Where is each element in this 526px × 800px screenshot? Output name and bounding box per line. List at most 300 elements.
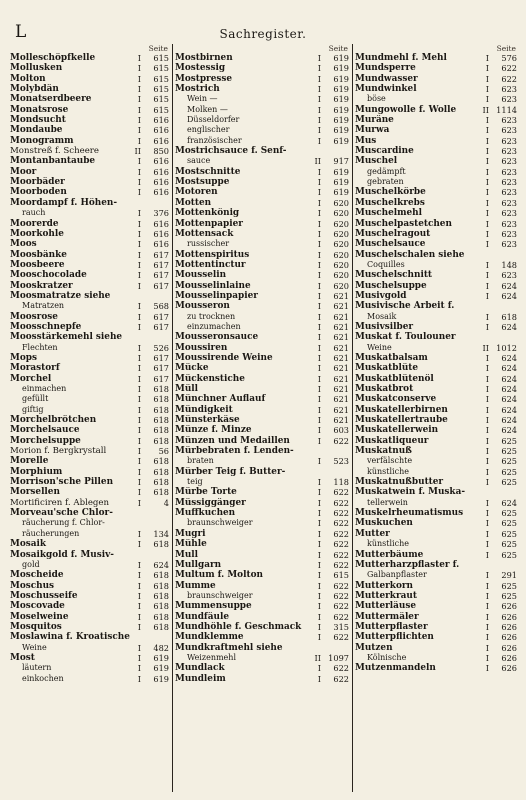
entry-page-number: 626 [501, 601, 517, 612]
index-entry [173, 550, 352, 560]
entry-volume: I [485, 73, 489, 84]
entry-term: Musivgold [355, 290, 407, 301]
entry-page-number: 526 [153, 342, 169, 353]
entry-page-number: 623 [501, 135, 517, 146]
entry-volume: I [485, 601, 489, 612]
entry-term: Moussirende Weine [175, 352, 273, 363]
entry-page-number: 619 [153, 673, 169, 684]
entry-page-number: 623 [501, 208, 517, 219]
entry-term: Mürbe Torte [175, 487, 237, 498]
entry-term: Montanbantaube [10, 156, 96, 167]
entry-volume: I [137, 446, 141, 457]
entry-volume: I [485, 456, 489, 467]
index-entry [173, 187, 352, 197]
entry-term: Mungowolle f. Wolle [355, 104, 457, 115]
entry-page-number: 624 [501, 425, 517, 436]
entry-volume: I [137, 352, 141, 363]
entry-volume: I [485, 518, 489, 529]
entry-page-number: 618 [153, 384, 169, 394]
entry-page-number: 623 [501, 239, 517, 250]
page-title: Sachregister. [219, 27, 307, 41]
entry-term: Muschelkrebs [355, 197, 425, 208]
entry-page-number: 621 [333, 415, 349, 426]
entry-term: braunschweiger [187, 518, 253, 528]
entry-page-number: 622 [333, 601, 349, 612]
entry-page-number: 618 [153, 435, 169, 446]
index-entry [8, 570, 172, 580]
entry-term: Muskatwein f. Muska- [355, 487, 466, 498]
entry-volume: I [137, 642, 141, 653]
entry-page-number: 620 [333, 270, 349, 281]
index-entry [173, 208, 352, 218]
entry-page-number: 622 [333, 590, 349, 601]
entry-page-number: 568 [153, 301, 169, 312]
entry-volume: I [137, 84, 141, 95]
index-entry [8, 343, 172, 353]
entry-page-number: 616 [153, 218, 169, 229]
index-entry [353, 487, 520, 497]
entry-page-number: 625 [501, 466, 517, 477]
entry-page-number: 620 [333, 280, 349, 291]
entry-page-number: 621 [333, 384, 349, 394]
index-entry [173, 312, 352, 322]
entry-page-number: 619 [333, 115, 349, 126]
entry-volume: I [485, 415, 489, 426]
entry-page-number: 621 [333, 352, 349, 363]
entry-term: Muskuchen [355, 518, 413, 529]
entry-term: Most [10, 652, 35, 663]
entry-page-number: 626 [501, 611, 517, 622]
entry-page-number: 618 [153, 601, 169, 612]
entry-page-number: 621 [333, 404, 349, 415]
entry-volume: I [137, 394, 141, 405]
index-entry [353, 653, 520, 663]
entry-term: Muräne [355, 115, 394, 126]
entry-page-number: 625 [501, 446, 517, 457]
index-entry [8, 529, 172, 539]
index-entry [173, 343, 352, 353]
entry-term: Musivsilber [355, 321, 414, 332]
entry-term: Mücke [175, 363, 209, 374]
entry-volume: I [317, 342, 321, 353]
entry-term: Muschelkörbe [355, 187, 426, 198]
entry-volume: I [137, 373, 141, 384]
entry-page-number: 620 [333, 197, 349, 208]
index-entry [8, 436, 172, 446]
entry-term: Multum f. Molton [175, 570, 263, 581]
index-entry [353, 125, 520, 135]
entry-volume: I [317, 63, 321, 74]
index-entry [353, 167, 520, 177]
entry-page-number: 622 [333, 580, 349, 591]
entry-page-number: 618 [153, 621, 169, 632]
index-entry [8, 146, 172, 156]
entry-term: zu trocknen [187, 311, 236, 321]
index-column-2 [173, 44, 353, 792]
index-entry [353, 250, 520, 260]
entry-term: Mundwasser [355, 73, 418, 84]
entry-volume: I [137, 570, 141, 581]
entry-page-number: 624 [501, 290, 517, 301]
index-entry [173, 622, 352, 632]
index-entry [173, 332, 352, 342]
entry-term: Weizenmehl [187, 652, 236, 662]
entry-volume: I [485, 135, 489, 146]
entry-term: Düsseldorfer [187, 115, 240, 125]
entry-page-number: 617 [153, 373, 169, 384]
section-letter: L [15, 22, 27, 42]
seite-label: Seite [496, 44, 516, 53]
entry-page-number: 620 [333, 249, 349, 260]
entry-term: braten [187, 456, 214, 466]
index-entry [173, 415, 352, 425]
entry-page-number: 615 [153, 63, 169, 74]
entry-volume: I [485, 218, 489, 229]
entry-term: Mottentinctur [175, 259, 246, 270]
entry-page-number: 134 [153, 528, 169, 539]
index-entry [173, 570, 352, 580]
index-entry [173, 281, 352, 291]
entry-term: Mops [10, 352, 37, 363]
entry-volume: I [137, 621, 141, 632]
entry-volume: I [137, 477, 141, 488]
entry-term: Muskatbrot [355, 384, 414, 394]
entry-page-number: 621 [333, 363, 349, 374]
index-entry [8, 446, 172, 456]
entry-page-number: 622 [333, 508, 349, 519]
entry-page-number: 621 [333, 373, 349, 384]
entry-term: Mosaik [10, 539, 47, 550]
entry-term: Mundwinkel [355, 84, 417, 95]
index-entry [173, 581, 352, 591]
entry-term: Mostsuppe [175, 177, 230, 188]
entry-term: Mosaikgold f. Musiv- [10, 549, 114, 560]
index-entry [173, 363, 352, 373]
entry-term: Mooschocolade [10, 270, 87, 281]
entry-page-number: 619 [333, 125, 349, 136]
entry-volume: I [137, 487, 141, 498]
index-entry [8, 353, 172, 363]
entry-term: Mundklemme [175, 632, 244, 643]
entry-volume: I [137, 321, 141, 332]
index-entry [8, 229, 172, 239]
entry-page-number: 624 [501, 321, 517, 332]
entry-term: Muskatbalsam [355, 352, 428, 363]
index-entry [173, 115, 352, 125]
entry-volume: I [317, 301, 321, 312]
entry-page-number: 618 [153, 394, 169, 405]
entry-term: künstliche [367, 466, 409, 476]
entry-volume: I [137, 125, 141, 136]
index-entry [173, 467, 352, 477]
index-entry [8, 487, 172, 497]
entry-page-number: 621 [333, 311, 349, 322]
entry-term: Moosschnepfe [10, 321, 82, 332]
entry-term: Morion f. Bergkrystall [10, 446, 107, 457]
entry-term: Wein — [187, 94, 218, 104]
index-entry [173, 219, 352, 229]
index-entry [8, 312, 172, 322]
entry-term: Mundlack [175, 663, 225, 674]
entry-page-number: 619 [333, 94, 349, 105]
index-entry [353, 105, 520, 115]
index-entry [8, 84, 172, 94]
entry-volume: I [485, 549, 489, 560]
entry-term: läutern [22, 663, 52, 673]
entry-term: Müll [175, 384, 199, 394]
entry-term: Mullgarn [175, 559, 222, 570]
index-entry [173, 84, 352, 94]
entry-term: Mousseron [175, 301, 230, 312]
entry-term: Mostbirnen [175, 53, 233, 63]
entry-term: Flechten [22, 342, 58, 352]
index-entry [353, 353, 520, 363]
index-entry [353, 156, 520, 166]
entry-volume: I [317, 415, 321, 426]
entry-term: Moscheide [10, 570, 64, 581]
entry-volume: I [137, 63, 141, 74]
entry-page-number: 148 [501, 259, 517, 270]
entry-volume: I [137, 539, 141, 550]
entry-term: Mundfäule [175, 611, 229, 622]
entry-volume: I [485, 259, 489, 270]
index-entry [8, 622, 172, 632]
index-entry [8, 74, 172, 84]
entry-volume: I [317, 270, 321, 281]
index-entry [353, 632, 520, 642]
entry-volume: I [485, 270, 489, 281]
entry-term: Moor [10, 166, 37, 177]
entry-volume: I [317, 601, 321, 612]
entry-term: Mostrichsauce f. Senf- [175, 146, 287, 157]
entry-term: Mumme [175, 580, 216, 591]
entry-volume: I [485, 580, 489, 591]
index-entry [8, 394, 172, 404]
entry-volume: I [317, 84, 321, 95]
entry-page-number: 626 [501, 632, 517, 643]
entry-volume: I [317, 290, 321, 301]
entry-page-number: 619 [333, 73, 349, 84]
index-entry [353, 374, 520, 384]
entry-volume: I [485, 352, 489, 363]
index-entry [353, 239, 520, 249]
entry-volume: I [137, 166, 141, 177]
entry-page-number: 618 [153, 477, 169, 488]
index-entry [173, 125, 352, 135]
entry-term: Mooskratzer [10, 280, 73, 291]
entry-term: Moosrose [10, 311, 58, 322]
index-entry [8, 177, 172, 187]
entry-term: russischer [187, 239, 230, 249]
index-entry [353, 115, 520, 125]
index-entry [173, 198, 352, 208]
index-entry [353, 343, 520, 353]
entry-page-number: 615 [153, 53, 169, 63]
entry-page-number: 623 [501, 270, 517, 281]
entry-term: französischer [187, 135, 242, 145]
index-entry [173, 518, 352, 528]
index-entry [8, 591, 172, 601]
entry-volume: I [317, 611, 321, 622]
entry-term: sauce [187, 156, 211, 166]
index-entry [173, 653, 352, 663]
entry-page-number: 621 [333, 321, 349, 332]
entry-term: Mutterbäume [355, 549, 424, 560]
entry-volume: I [317, 435, 321, 446]
entry-term: Coquilles [367, 259, 405, 269]
entry-page-number: 626 [501, 652, 517, 663]
entry-page-number: 616 [153, 166, 169, 177]
entry-term: Moordampf f. Höhen- [10, 197, 118, 208]
index-entry [353, 198, 520, 208]
entry-term: Mottenpapier [175, 218, 243, 229]
index-entry [8, 156, 172, 166]
entry-page-number: 615 [333, 570, 349, 581]
entry-volume: I [317, 539, 321, 550]
entry-page-number: 619 [333, 177, 349, 188]
entry-volume: I [485, 539, 489, 550]
entry-page-number: 616 [153, 115, 169, 126]
entry-page-number: 619 [333, 135, 349, 146]
index-entry [173, 63, 352, 73]
entry-volume: I [137, 435, 141, 446]
entry-page-number: 617 [153, 259, 169, 270]
entry-volume: I [137, 94, 141, 105]
entry-page-number: 617 [153, 321, 169, 332]
index-entry [353, 229, 520, 239]
entry-term: Molken — [187, 104, 228, 114]
entry-volume: I [317, 104, 321, 115]
index-entry [173, 436, 352, 446]
entry-term: Mühle [175, 539, 207, 550]
entry-page-number: 623 [501, 115, 517, 126]
index-entry [353, 291, 520, 301]
entry-page-number: 620 [333, 228, 349, 239]
entry-term: Moorbäder [10, 177, 65, 188]
index-entry [8, 518, 172, 528]
entry-volume: I [485, 208, 489, 219]
index-entry [8, 250, 172, 260]
entry-volume: I [485, 590, 489, 601]
index-entry [8, 560, 172, 570]
index-entry [353, 612, 520, 622]
entry-term: Mondsucht [10, 115, 66, 126]
index-entry [353, 260, 520, 270]
entry-term: Mosaik [367, 311, 397, 321]
entry-volume: I [137, 208, 141, 219]
entry-volume: I [137, 249, 141, 260]
entry-page-number: 118 [333, 477, 349, 488]
entry-term: Mostrich [175, 84, 220, 95]
entry-term: Mutzen [355, 642, 393, 653]
entry-page-number: 482 [153, 642, 169, 653]
index-entry [8, 643, 172, 653]
entry-term: Mousselin [175, 270, 227, 281]
index-entry [8, 632, 172, 642]
entry-term: Monstreß f. Scheere [10, 146, 99, 157]
entry-page-number: 625 [501, 477, 517, 488]
entry-term: Mostschnitte [175, 166, 241, 177]
entry-volume: I [317, 53, 321, 63]
entry-page-number: 620 [333, 259, 349, 270]
entry-volume: I [137, 187, 141, 198]
entry-volume: I [137, 497, 141, 508]
index-entry [8, 301, 172, 311]
index-entry [8, 94, 172, 104]
index-entry [173, 74, 352, 84]
entry-volume: I [485, 425, 489, 436]
entry-term: Muskelrheumatismus [355, 508, 464, 519]
entry-term: tellerwein [367, 497, 408, 507]
index-entry [353, 643, 520, 653]
entry-page-number: 576 [501, 53, 517, 63]
entry-term: Muskat f. Toulouner [355, 332, 456, 343]
index-entry [353, 363, 520, 373]
entry-volume: I [317, 125, 321, 136]
index-entry [353, 518, 520, 528]
entry-page-number: 917 [333, 156, 349, 167]
entry-volume: I [317, 280, 321, 291]
entry-term: Moslawina f. Kroatische [10, 632, 130, 643]
seite-label: Seite [328, 44, 348, 53]
index-entry [353, 84, 520, 94]
entry-term: räucherung f. Chlor- [22, 518, 105, 528]
entry-page-number: 617 [153, 249, 169, 260]
entry-term: Mousselinlaine [175, 280, 251, 291]
entry-page-number: 618 [153, 456, 169, 467]
entry-term: Muskatliqueur [355, 435, 429, 446]
entry-page-number: 623 [501, 125, 517, 136]
entry-page-number: 625 [501, 539, 517, 550]
entry-term: Muttermäler [355, 611, 419, 622]
entry-term: Muschel [355, 156, 398, 167]
index-entry [353, 281, 520, 291]
index-entry [8, 239, 172, 249]
entry-term: Monatserdbeere [10, 94, 92, 105]
index-entry [173, 239, 352, 249]
index-entry [173, 591, 352, 601]
entry-term: Motten [175, 197, 212, 208]
index-entry [8, 63, 172, 73]
entry-volume: I [317, 208, 321, 219]
entry-volume: I [317, 73, 321, 84]
index-entry [353, 467, 520, 477]
entry-page-number: 621 [333, 290, 349, 301]
entry-volume: I [137, 673, 141, 684]
entry-term: Muschelsauce [355, 239, 426, 250]
entry-term: einzumachen [187, 321, 241, 331]
entry-page-number: 618 [501, 311, 517, 322]
index-entry [8, 322, 172, 332]
entry-volume: I [485, 321, 489, 332]
entry-volume: II [482, 342, 489, 353]
index-entry [8, 425, 172, 435]
index-entry [173, 291, 352, 301]
entry-volume: I [317, 508, 321, 519]
entry-term: Moosstärkemehl siehe [10, 332, 123, 343]
entry-term: Morchelsuppe [10, 435, 81, 446]
entry-volume: I [137, 239, 141, 250]
index-entry [8, 415, 172, 425]
entry-page-number: 622 [501, 63, 517, 74]
entry-volume: I [317, 373, 321, 384]
index-column-3 [353, 44, 520, 792]
entry-term: Musivische Arbeit f. [355, 301, 455, 312]
index-entry [173, 53, 352, 63]
entry-term: Muschelmehl [355, 208, 423, 219]
entry-term: Mutterharzpflaster f. [355, 559, 460, 570]
index-entry [353, 622, 520, 632]
